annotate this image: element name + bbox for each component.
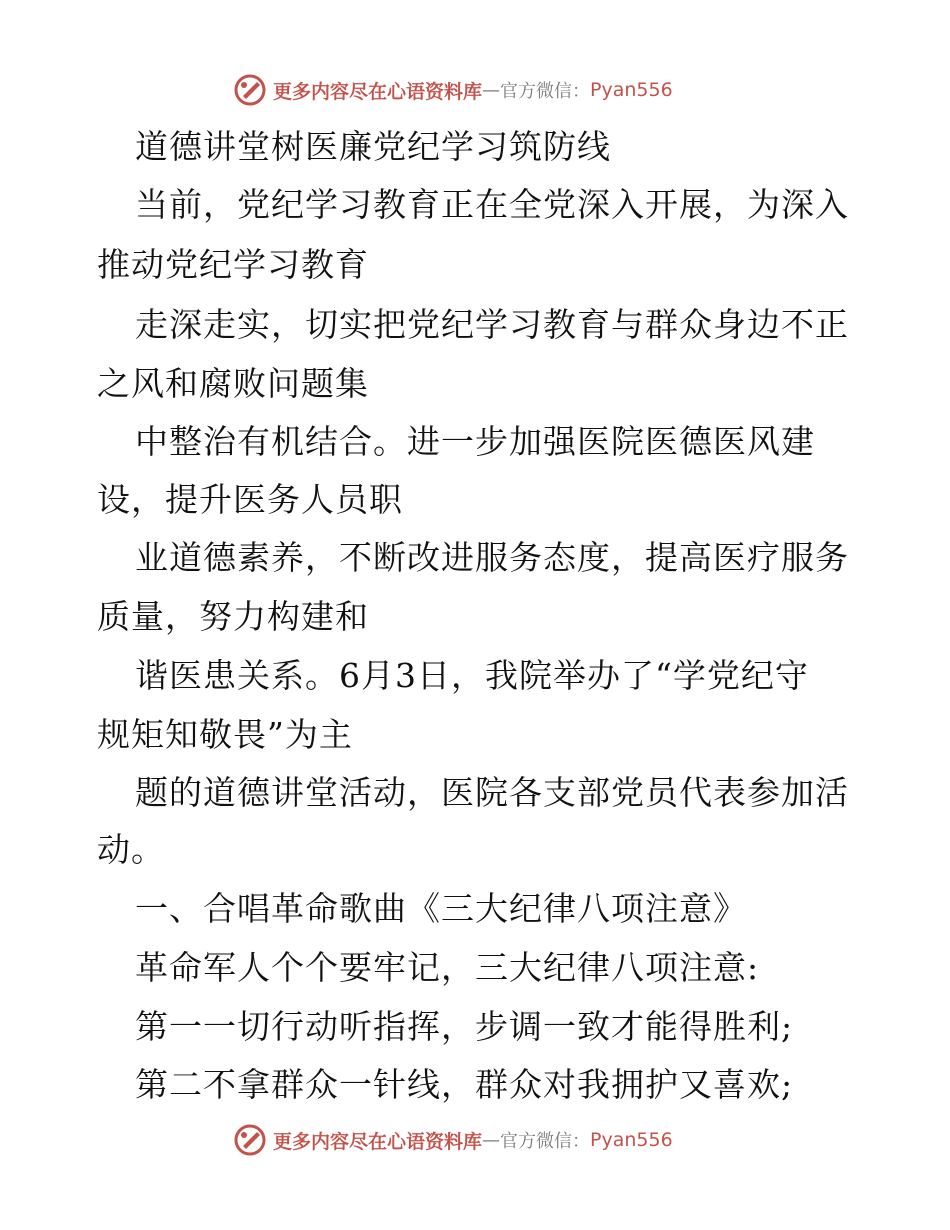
watermark-account: Pyan556 [590, 1129, 673, 1151]
paragraph-line: 中整治有机结合。进一步加强医院医德医风建 [135, 422, 815, 461]
paragraph-line: 题的道德讲堂活动，医院各支部党员代表参加活 [135, 773, 849, 812]
document-title: 道德讲堂树医廉党纪学习筑防线 [135, 127, 611, 166]
watermark-brand-text: 更多内容尽在心语资料库 [273, 1130, 483, 1153]
lyric-line: 第二不拿群众一针线，群众对我拥护又喜欢; [135, 1065, 794, 1104]
paragraph-line: 设，提升医务人员职 [97, 480, 403, 519]
paragraph-line: 当前，党纪学习教育正在全党深入开展，为深入 [135, 185, 849, 224]
paragraph-line: 推动党纪学习教育 [97, 245, 369, 284]
watermark-account: Pyan556 [590, 79, 673, 101]
watermark-official-label: 官方微信 [500, 81, 573, 102]
lyric-line: 第一一切行动听指挥，步调一致才能得胜利; [135, 1007, 794, 1046]
watermark-colon: ： [572, 81, 591, 102]
watermark-separator: — [482, 79, 501, 101]
footer-watermark [233, 1122, 673, 1158]
paragraph-line: 质量，努力构建和 [97, 597, 369, 636]
paragraph-line: 之风和腐败问题集 [97, 364, 369, 403]
watermark-separator: — [482, 1129, 501, 1151]
paragraph-line: 动。 [97, 830, 165, 869]
lyric-line: 革命军人个个要牢记，三大纪律八项注意: [135, 948, 760, 987]
paragraph-line: 谐医患关系。6月3日，我院举办了“学党纪守 [135, 656, 809, 695]
brand-logo-icon [233, 1123, 267, 1157]
watermark-colon: ： [572, 1131, 591, 1152]
paragraph-line: 规矩知敬畏”为主 [97, 715, 353, 754]
paragraph-line: 走深走实，切实把党纪学习教育与群众身边不正 [135, 305, 849, 344]
watermark-brand-text: 更多内容尽在心语资料库 [273, 80, 483, 103]
paragraph-line: 业道德素养，不断改进服务态度，提高医疗服务 [135, 538, 849, 577]
section-heading: 一、合唱革命歌曲《三大纪律八项注意》 [135, 889, 747, 928]
watermark-official-label: 官方微信 [500, 1131, 573, 1152]
